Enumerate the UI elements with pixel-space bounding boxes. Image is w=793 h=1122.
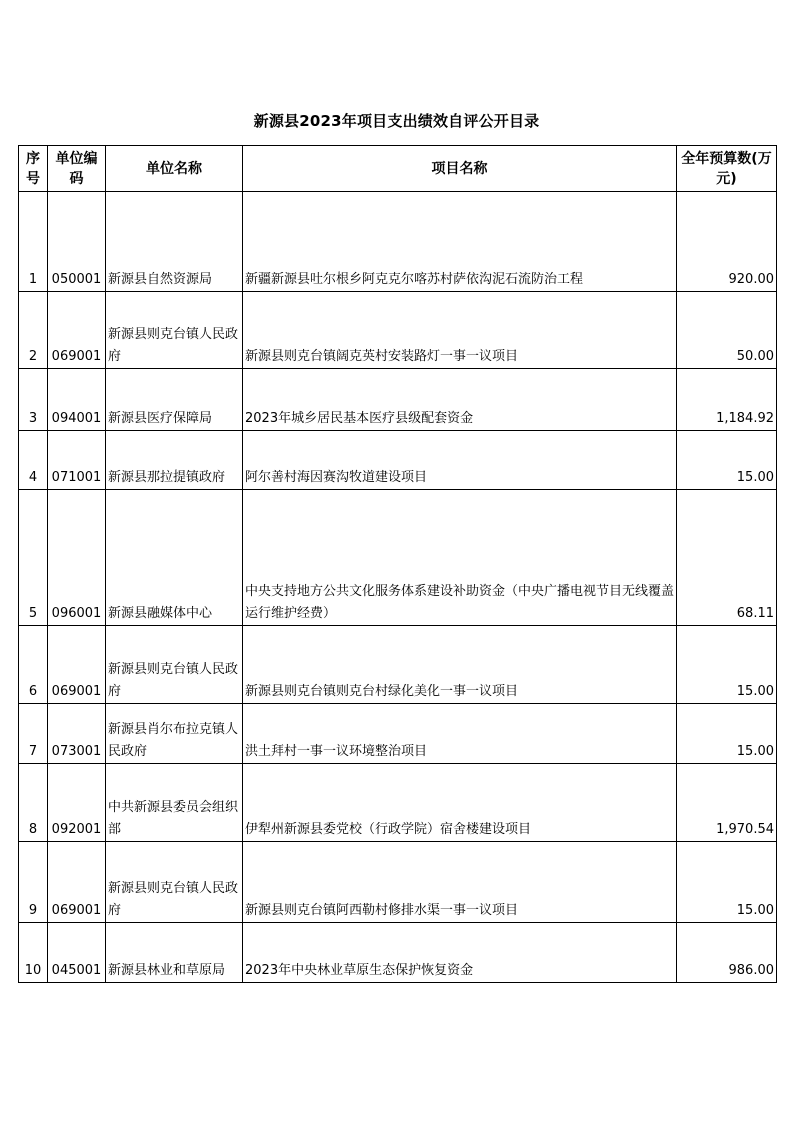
cell-project: 新疆新源县吐尔根乡阿克克尔喀苏村萨依沟泥石流防治工程 [243, 192, 677, 292]
cell-budget: 15.00 [677, 626, 777, 704]
cell-code: 094001 [48, 369, 106, 431]
cell-budget: 1,970.54 [677, 764, 777, 842]
header-unit: 单位名称 [106, 146, 243, 192]
cell-code: 092001 [48, 764, 106, 842]
cell-project: 洪土拜村一事一议环境整治项目 [243, 704, 677, 764]
cell-no: 2 [19, 292, 48, 369]
cell-code: 050001 [48, 192, 106, 292]
header-row [19, 146, 777, 192]
cell-unit: 新源县则克台镇人民政府 [106, 626, 243, 704]
cell-unit: 新源县则克台镇人民政府 [106, 842, 243, 923]
cell-code: 071001 [48, 431, 106, 490]
cell-code: 069001 [48, 292, 106, 369]
cell-code: 069001 [48, 842, 106, 923]
cell-code: 069001 [48, 626, 106, 704]
page-title: 新源县2023年项目支出绩效自评公开目录 [253, 112, 540, 130]
cell-no: 3 [19, 369, 48, 431]
cell-budget: 15.00 [677, 431, 777, 490]
cell-no: 6 [19, 626, 48, 704]
cell-project: 2023年城乡居民基本医疗县级配套资金 [243, 369, 677, 431]
cell-project: 新源县则克台镇阿西勒村修排水渠一事一议项目 [243, 842, 677, 923]
cell-project: 新源县则克台镇则克台村绿化美化一事一议项目 [243, 626, 677, 704]
cell-project: 中央支持地方公共文化服务体系建设补助资金（中央广播电视节目无线覆盖运行维护经费） [243, 490, 677, 626]
cell-no: 4 [19, 431, 48, 490]
header-no: 序号 [19, 146, 48, 192]
cell-no: 7 [19, 704, 48, 764]
table-row [19, 369, 777, 431]
cell-unit: 中共新源县委员会组织部 [106, 764, 243, 842]
cell-unit: 新源县自然资源局 [106, 192, 243, 292]
table-row [19, 292, 777, 369]
cell-project: 2023年中央林业草原生态保护恢复资金 [243, 923, 677, 983]
header-code: 单位编码 [48, 146, 106, 192]
cell-unit: 新源县融媒体中心 [106, 490, 243, 626]
cell-unit: 新源县肖尔布拉克镇人民政府 [106, 704, 243, 764]
cell-code: 096001 [48, 490, 106, 626]
cell-unit: 新源县那拉提镇政府 [106, 431, 243, 490]
cell-budget: 1,184.92 [677, 369, 777, 431]
cell-project: 伊犁州新源县委党校（行政学院）宿舍楼建设项目 [243, 764, 677, 842]
cell-budget: 15.00 [677, 842, 777, 923]
cell-project: 新源县则克台镇阔克英村安装路灯一事一议项目 [243, 292, 677, 369]
table-row [19, 923, 777, 983]
table-row [19, 626, 777, 704]
table-row [19, 192, 777, 292]
cell-budget: 986.00 [677, 923, 777, 983]
table-row [19, 704, 777, 764]
cell-project: 阿尔善村海因赛沟牧道建设项目 [243, 431, 677, 490]
cell-budget: 68.11 [677, 490, 777, 626]
cell-unit: 新源县则克台镇人民政府 [106, 292, 243, 369]
table-row [19, 490, 777, 626]
cell-code: 045001 [48, 923, 106, 983]
table-row [19, 842, 777, 923]
cell-no: 5 [19, 490, 48, 626]
cell-budget: 15.00 [677, 704, 777, 764]
cell-no: 10 [19, 923, 48, 983]
cell-no: 9 [19, 842, 48, 923]
header-project: 项目名称 [243, 146, 677, 192]
cell-unit: 新源县医疗保障局 [106, 369, 243, 431]
cell-no: 1 [19, 192, 48, 292]
cell-code: 073001 [48, 704, 106, 764]
table-row [19, 431, 777, 490]
table-row [19, 764, 777, 842]
cell-budget: 920.00 [677, 192, 777, 292]
directory-table [18, 145, 777, 983]
cell-unit: 新源县林业和草原局 [106, 923, 243, 983]
cell-no: 8 [19, 764, 48, 842]
header-budget: 全年预算数(万元) [677, 146, 777, 192]
cell-budget: 50.00 [677, 292, 777, 369]
